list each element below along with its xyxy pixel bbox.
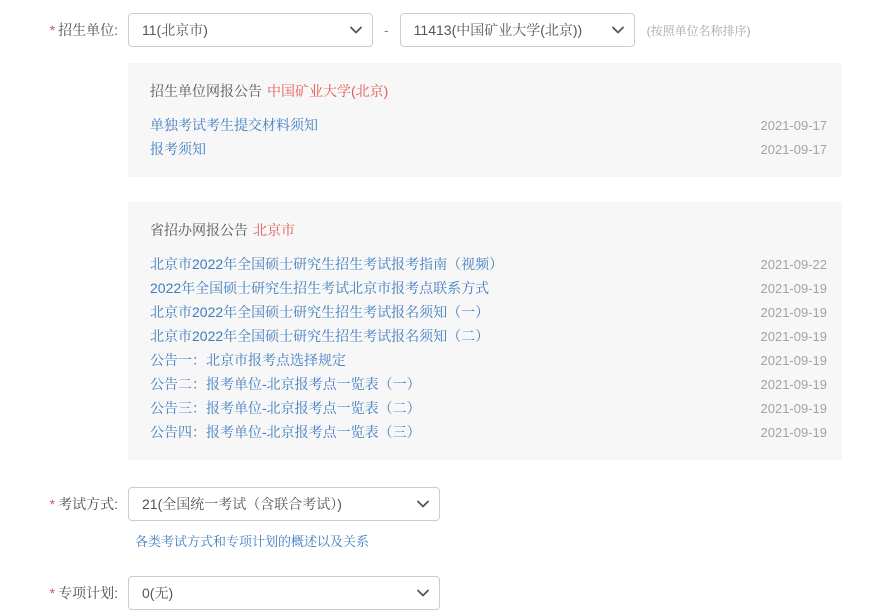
required-asterisk: * xyxy=(49,22,56,38)
notice-link[interactable]: 公告三：报考单位-北京报考点一览表（二） xyxy=(150,400,421,416)
special-plan-select[interactable] xyxy=(128,576,440,610)
notice-date: 2021-09-19 xyxy=(760,352,827,368)
notice-link[interactable]: 报考须知 xyxy=(150,141,206,157)
chevron-down-icon xyxy=(350,26,362,34)
special-plan-select-value: 0(无) xyxy=(142,585,174,601)
chevron-down-icon xyxy=(417,500,429,508)
notice-date: 2021-09-19 xyxy=(760,376,827,392)
notice-date: 2021-09-17 xyxy=(760,141,827,157)
notice-list-item xyxy=(150,324,827,348)
unit-select[interactable] xyxy=(400,13,635,47)
notice-link[interactable]: 公告四：报考单位-北京报考点一览表（三） xyxy=(150,424,421,440)
notice-link[interactable]: 公告一：北京市报考点选择规定 xyxy=(150,352,346,368)
unit-select-value: 11413(中国矿业大学(北京)) xyxy=(413,22,583,38)
exam-method-select[interactable] xyxy=(128,487,440,521)
notice-link[interactable]: 2022年全国硕士研究生招生考试北京市报考点联系方式 xyxy=(150,280,490,296)
notice-list-item xyxy=(150,137,827,161)
notice-link[interactable]: 北京市2022年全国硕士研究生招生考试报名须知（二） xyxy=(150,328,490,344)
unit-notice-panel-title xyxy=(150,81,827,101)
select-separator: - xyxy=(384,22,389,38)
exam-method-info-link[interactable]: 各类考试方式和专项计划的概述以及关系 xyxy=(135,534,370,549)
required-asterisk: * xyxy=(49,496,56,512)
recruiting-unit-label-text: 招生单位: xyxy=(58,22,118,38)
notice-list-item xyxy=(150,348,827,372)
chevron-down-icon xyxy=(417,589,429,597)
unit-notice-title-highlight: 中国矿业大学(北京) xyxy=(267,83,389,99)
province-select[interactable] xyxy=(128,13,373,47)
special-plan-row xyxy=(0,576,886,610)
province-notice-list xyxy=(150,252,827,444)
notice-list-item xyxy=(150,252,827,276)
notice-list-item xyxy=(150,300,827,324)
notice-list-item xyxy=(150,276,827,300)
notice-link[interactable]: 北京市2022年全国硕士研究生招生考试报名须知（一） xyxy=(150,304,490,320)
province-select-value: 11(北京市) xyxy=(142,22,208,38)
unit-notice-title-text: 招生单位网报公告 xyxy=(150,83,262,99)
notice-date: 2021-09-19 xyxy=(760,400,827,416)
notice-date: 2021-09-19 xyxy=(760,328,827,344)
unit-sort-hint: (按照单位名称排序) xyxy=(646,23,751,38)
notice-link[interactable]: 北京市2022年全国硕士研究生招生考试报考指南（视频） xyxy=(150,256,504,272)
notice-date: 2021-09-17 xyxy=(760,117,827,133)
notice-list-item xyxy=(150,420,827,444)
exam-method-row xyxy=(0,487,886,521)
recruiting-unit-row xyxy=(0,13,886,47)
unit-notice-panel xyxy=(128,63,842,177)
special-plan-label xyxy=(0,583,128,603)
province-notice-title-text: 省招办网报公告 xyxy=(150,222,248,238)
required-asterisk: * xyxy=(49,585,56,601)
notice-link[interactable]: 公告二：报考单位-北京报考点一览表（一） xyxy=(150,376,421,392)
unit-notice-list xyxy=(150,113,827,161)
notice-list-item xyxy=(150,396,827,420)
recruiting-unit-label xyxy=(0,20,128,40)
notice-link[interactable]: 单独考试考生提交材料须知 xyxy=(150,117,318,133)
chevron-down-icon xyxy=(612,26,624,34)
province-notice-title-highlight: 北京市 xyxy=(253,222,295,238)
notice-date: 2021-09-19 xyxy=(760,424,827,440)
notice-date: 2021-09-19 xyxy=(760,304,827,320)
special-plan-label-text: 专项计划: xyxy=(58,585,118,601)
exam-method-label-text: 考试方式: xyxy=(58,496,118,512)
exam-method-select-value: 21(全国统一考试（含联合考试）) xyxy=(142,496,342,512)
province-notice-panel xyxy=(128,202,842,460)
exam-method-label xyxy=(0,494,128,514)
notice-date: 2021-09-22 xyxy=(760,256,827,272)
province-notice-panel-title xyxy=(150,220,827,240)
notice-list-item xyxy=(150,372,827,396)
notice-date: 2021-09-19 xyxy=(760,280,827,296)
notice-list-item xyxy=(150,113,827,137)
